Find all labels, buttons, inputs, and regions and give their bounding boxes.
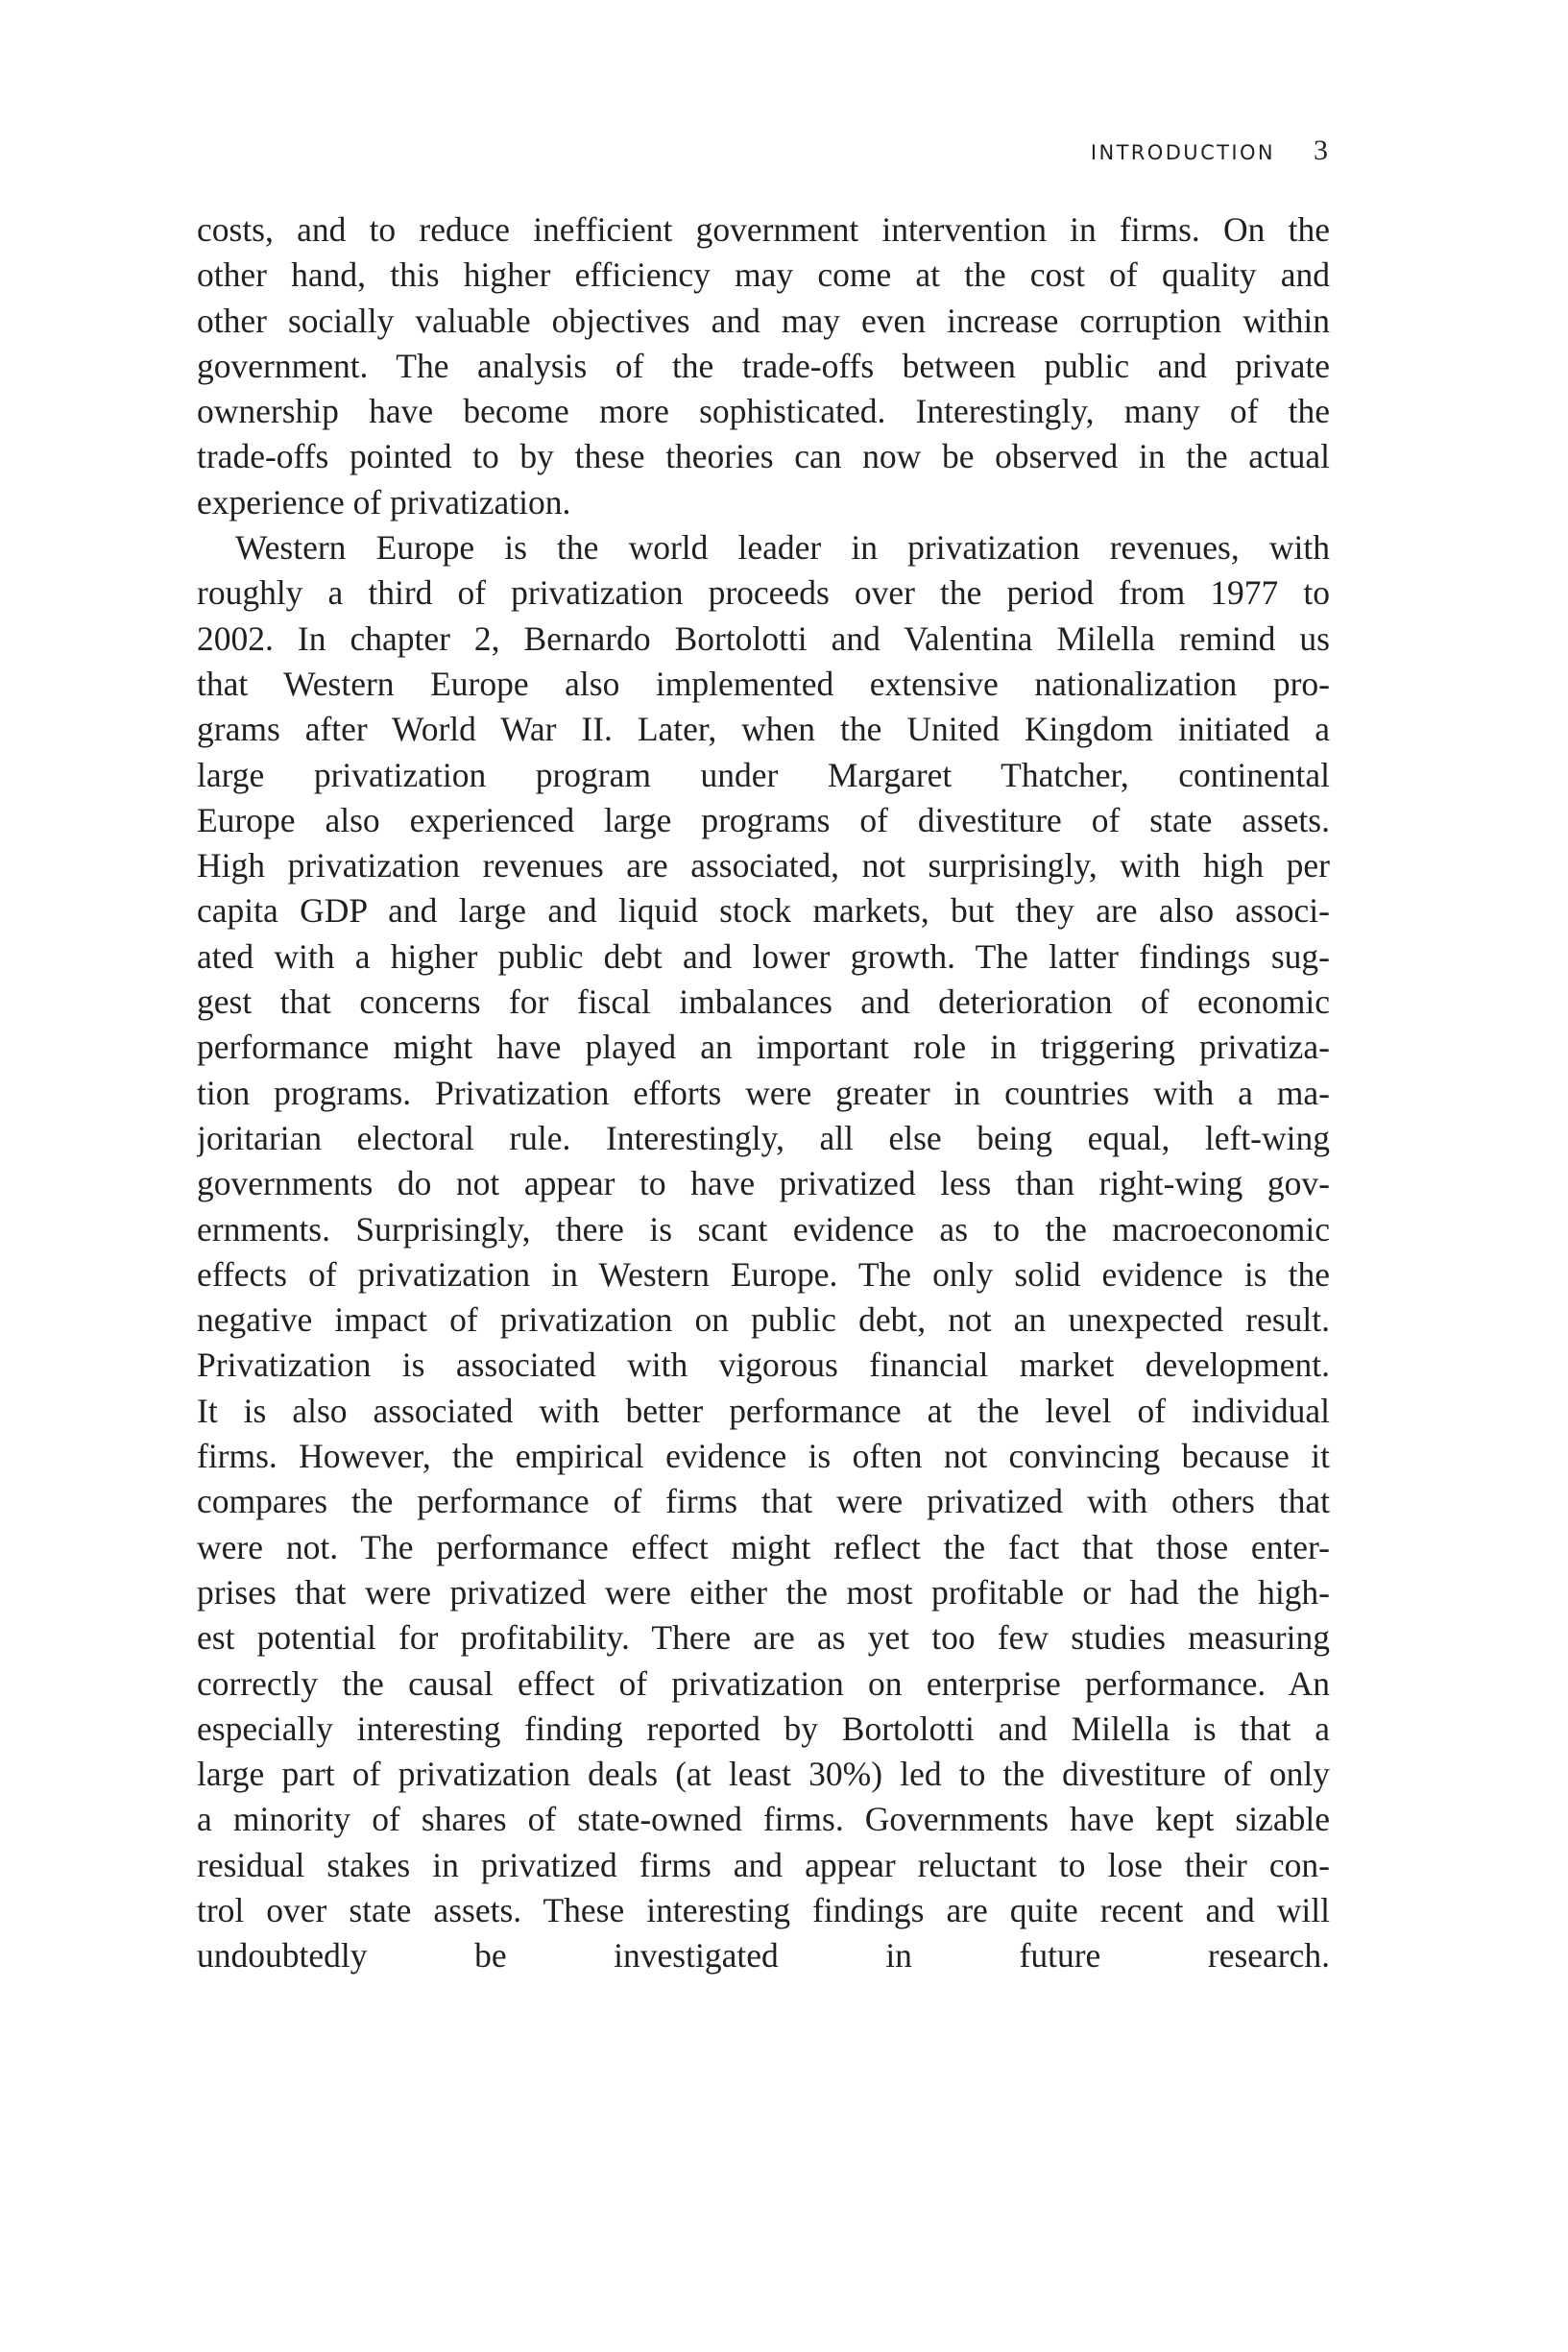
text-line: ownership have become more sophisticated. Interestingly, many of the [197,392,1330,431]
text-line: grams after World War II. Later, when the United Kingdom initiated a [197,710,1330,749]
text-line: trade-offs pointed to by these theories can now be observed in the actual [197,437,1330,476]
text-line: est potential for profitability. There are as yet too few studies measuring [197,1618,1330,1658]
text-line: other hand, this higher efficiency may come at the cost of quality and [197,255,1330,295]
paragraph-1 [197,207,1330,525]
body-text [197,207,1330,2115]
text-line: experience of privatization. [197,482,571,521]
text-line: especially interesting finding reported by Bortolotti and Milella is that a [197,1709,1330,1748]
text-line: governments do not appear to have privatized less than right-wing gov- [197,1164,1330,1203]
text-line: tion programs. Privatization efforts were greater in countries with a ma- [197,1073,1330,1112]
page-number: 3 [1314,134,1328,166]
text-line: It is also associated with better performance at the level of individual [197,1391,1330,1430]
text-line: that Western Europe also implemented extensive nationalization pro- [197,664,1330,703]
text-line: firms. However, the empirical evidence is often not convincing because it [197,1437,1330,1476]
text-line: were not. The performance effect might reflect the fact that those enter- [197,1527,1330,1566]
text-line: a minority of shares of state-owned firms. Governments have kept sizable [197,1800,1330,1839]
text-line: Western Europe is the world leader in privatization revenues, with [235,528,1330,568]
text-line: capita GDP and large and liquid stock markets, but they are also associ- [197,891,1330,931]
text-line: High privatization revenues are associated, not surprisingly, with high per [197,846,1330,885]
paragraph-2 [197,525,1330,2115]
text-line: prises that were privatized were either the most profitable or had the high- [197,1572,1330,1612]
text-line: ernments. Surprisingly, there is scant evidence as to the macroeconomic [197,1209,1330,1249]
text-line [197,1979,1330,2025]
text-line: roughly a third of privatization proceeds over the period from 1977 to [197,573,1330,613]
text-line: effects of privatization in Western Europe. The only solid evidence is the [197,1254,1330,1294]
text-line: government. The analysis of the trade-offs between public and private [197,346,1330,385]
text-line: compares the performance of firms that were privatized with others that [197,1482,1330,1521]
running-head-section: INTRODUCTION [1090,141,1275,164]
text-line [197,2025,1330,2070]
text-line: other socially valuable objectives and may even increase corruption within [197,301,1330,340]
running-head [1091,134,1328,167]
text-line: costs, and to reduce inefficient government intervention in firms. On the [197,210,1330,249]
text-line: trol over state assets. These interesting findings are quite recent and will [197,1890,1330,1929]
text-line: negative impact of privatization on public debt, not an unexpected result. [197,1300,1330,1340]
text-line: large privatization program under Margaret Thatcher, continental [197,755,1330,794]
text-line: Privatization is associated with vigorous financial market development. [197,1346,1330,1385]
text-line: correctly the causal effect of privatization on enterprise performance. An [197,1663,1330,1703]
text-line: joritarian electoral rule. Interestingly, all else being equal, left-wing [197,1118,1330,1157]
text-line: performance might have played an important role in triggering privatiza- [197,1028,1330,1067]
text-line: 2002. In chapter 2, Bernardo Bortolotti and Valentina Milella remind us [197,618,1330,658]
text-line: gest that concerns for fiscal imbalances and deterioration of economic [197,982,1330,1022]
text-line: residual stakes in privatized firms and appear reluctant to lose their con- [197,1845,1330,1884]
text-line [197,2070,1330,2115]
text-line: large part of privatization deals (at least 30%) led to the divestiture of only [197,1755,1330,1794]
text-line: Europe also experienced large programs of divestiture of state assets. [197,800,1330,839]
text-line: undoubtedly be investigated in future research. [197,1936,1330,1976]
text-line: ated with a higher public debt and lower growth. The latter findings sug- [197,936,1330,976]
